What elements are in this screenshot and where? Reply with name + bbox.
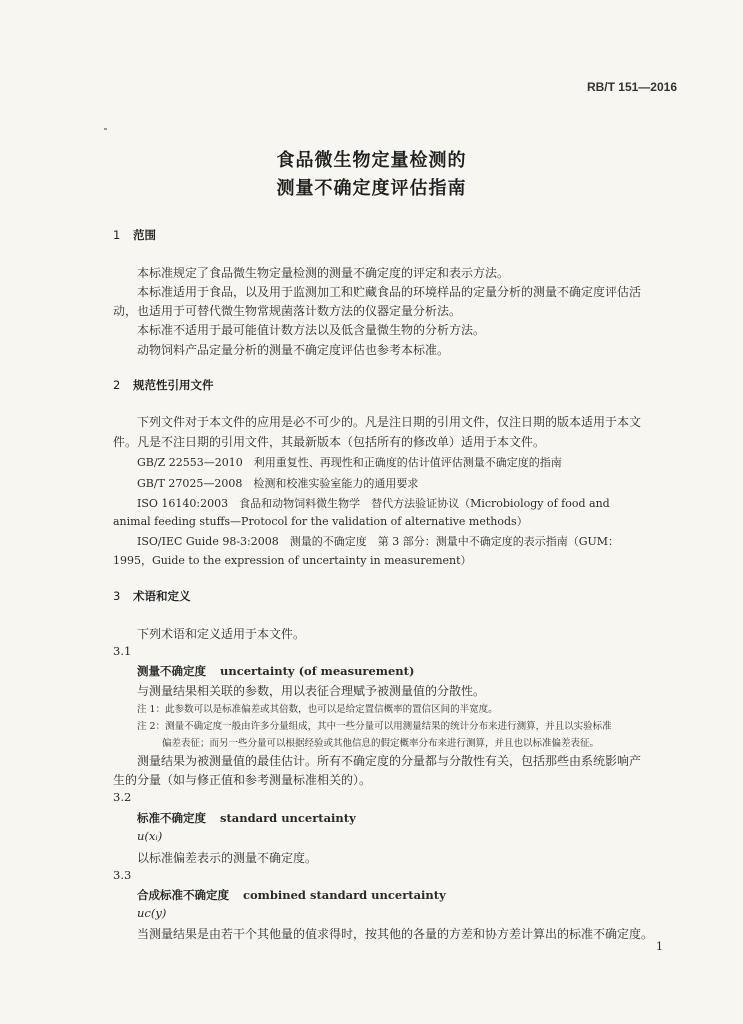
- term-3-1-number: 3.1: [113, 644, 132, 658]
- reference-4b: 1995，Guide to the expression of uncertainty in measurement）: [113, 554, 472, 567]
- term-3-2-definition: 以标准偏差表示的测量不确定度。: [137, 851, 318, 865]
- s1-paragraph-1: 本标准规定了食品微生物定量检测的测量不确定度的评定和表示方法。: [137, 266, 510, 280]
- term-3-2-en: standard uncertainty: [220, 811, 356, 825]
- term-3-3: [137, 887, 446, 903]
- section-3-heading: [113, 588, 191, 604]
- term-3-3-number: 3.3: [113, 868, 132, 882]
- term-3-3-en: combined standard uncertainty: [243, 888, 446, 902]
- term-3-3-zh: 合成标准不确定度: [137, 888, 229, 902]
- term-3-2-zh: 标准不确定度: [137, 811, 206, 825]
- term-3-1-note-1: 注 1：此参数可以是标准偏差或其倍数，也可以是给定置信概率的置信区间的半宽度。: [137, 704, 498, 715]
- reference-3b: animal feeding stuffs—Protocol for the validation of alternative methods）: [113, 515, 528, 528]
- s1-paragraph-2a: 本标准适用于食品，以及用于监测加工和贮藏食品的环境样品的定量分析的测量不确定度评估活: [137, 285, 642, 299]
- section-3-title: 术语和定义: [133, 589, 191, 603]
- s1-paragraph-4: 动物饲料产品定量分析的测量不确定度评估也参考本标准。: [137, 343, 450, 357]
- term-3-1-para-a: 测量结果为被测量值的最佳估计。所有不确定度的分量都与分散性有关，包括那些由系统影响产: [137, 754, 642, 768]
- term-3-1-note-2b: 偏差表征；而另一些分量可以根据经验或其他信息的假定概率分布来进行测算，并且也以标准偏差表征。: [162, 738, 600, 749]
- page-number: 1: [656, 940, 663, 953]
- standard-number: RB/T 151—2016: [586, 80, 677, 94]
- section-2-heading: [113, 377, 214, 393]
- term-3-3-definition: 当测量结果是由若干个其他量的值求得时，按其他的各量的方差和协方差计算出的标准不确定度。: [137, 927, 654, 941]
- section-1-heading: [113, 227, 156, 243]
- term-3-2-number: 3.2: [113, 790, 132, 804]
- s1-paragraph-3: 本标准不适用于最可能值计数方法以及低含量微生物的分析方法。: [137, 323, 486, 337]
- section-2-title: 规范性引用文件: [133, 378, 214, 392]
- scan-speck: [104, 128, 107, 130]
- section-1-title: 范围: [133, 228, 156, 242]
- term-3-1-note-2a: 注 2：测量不确定度一般由许多分量组成，其中一些分量可以用测量结果的统计分布来进行测算，并且以实验标准: [137, 721, 612, 732]
- term-3-3-symbol: uc(y): [137, 906, 167, 920]
- s2-paragraph-1b: 件。凡是不注日期的引用文件，其最新版本（包括所有的修改单）适用于本文件。: [113, 435, 546, 449]
- term-3-1-zh: 测量不确定度: [137, 664, 206, 678]
- term-3-2-symbol: u(xᵢ): [137, 829, 163, 843]
- title-line-2: 测量不确定度评估指南: [276, 178, 467, 199]
- s1-paragraph-2b: 动，也适用于可替代微生物常规菌落计数方法的仪器定量分析法。: [113, 304, 462, 318]
- reference-4a: ISO/IEC Guide 98-3:2008 测量的不确定度 第 3 部分：测量中不确定度的表示指南（GUM：: [137, 535, 620, 548]
- title-line-1: 食品微生物定量检测的: [276, 150, 467, 171]
- reference-3a: ISO 16140:2003 食品和动物饲料微生物学 替代方法验证协议（Microbiology of food and: [137, 497, 610, 510]
- term-3-1-definition: 与测量结果相关联的参数，用以表征合理赋予被测量值的分散性。: [137, 684, 486, 698]
- section-3-number: 3: [113, 589, 121, 603]
- s3-intro: 下列术语和定义适用于本文件。: [137, 627, 306, 641]
- term-3-2: [137, 810, 356, 826]
- term-3-1: [137, 663, 414, 679]
- section-1-number: 1: [113, 228, 121, 242]
- section-2-number: 2: [113, 378, 121, 392]
- s2-paragraph-1a: 下列文件对于本文件的应用是必不可少的。凡是注日期的引用文件，仅注日期的版本适用于本文: [137, 415, 642, 429]
- term-3-1-en: uncertainty (of measurement): [220, 664, 415, 678]
- reference-1: GB/Z 22553—2010 利用重复性、再现性和正确度的估计值评估测量不确定度的指南: [137, 456, 562, 469]
- term-3-1-para-b: 生的分量（如与修正值和参考测量标准相关的）。: [113, 773, 372, 787]
- reference-2: GB/T 27025—2008 检测和校准实验室能力的通用要求: [137, 477, 419, 490]
